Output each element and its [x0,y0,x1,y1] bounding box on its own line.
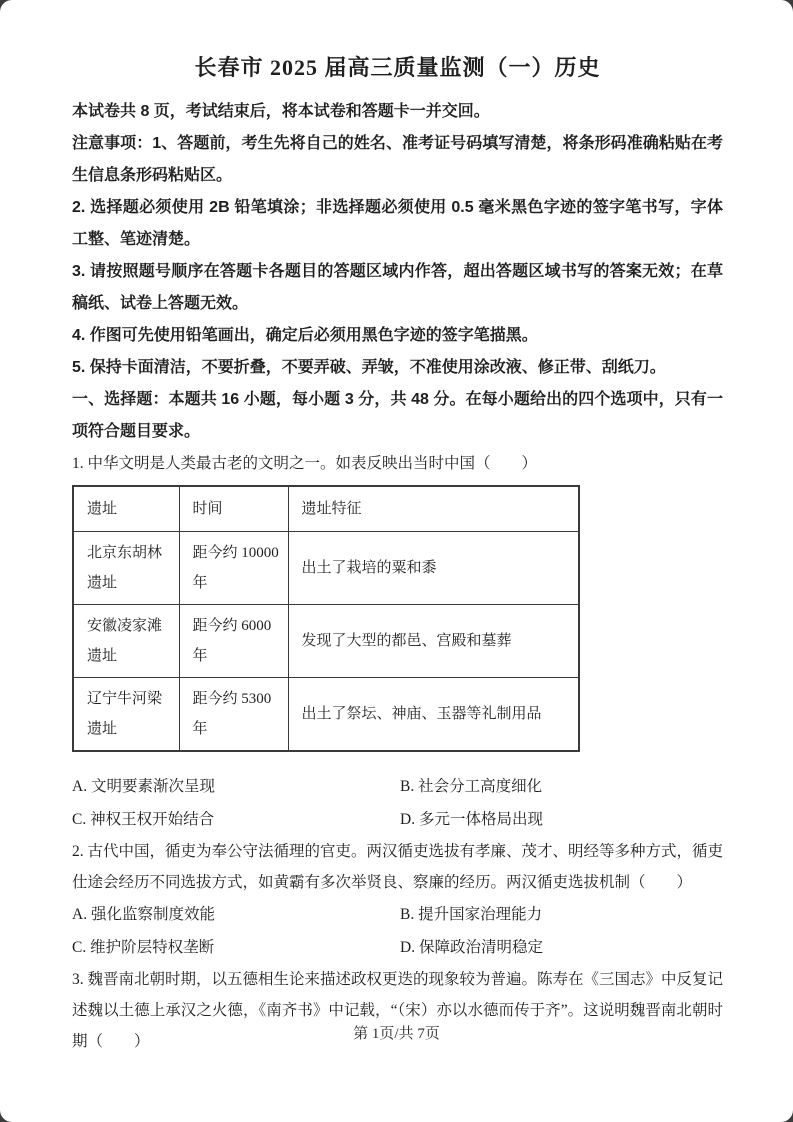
table-row [73,605,579,678]
question-2-option-a: A. 强化监察制度效能 [72,906,215,923]
question-1-option-b: B. 社会分工高度细化 [400,778,543,795]
question-2-option-d: D. 保障政治清明稳定 [400,939,543,956]
table-header-row [73,486,579,532]
relics-table [72,485,580,752]
table-row [73,532,579,605]
table-header-site: 遗址 [73,486,179,532]
question-1-option-c: C. 神权王权开始结合 [72,811,215,828]
question-1-option-a: A. 文明要素渐次呈现 [72,778,215,795]
table-header-time: 时间 [179,486,288,532]
notice-line-1: 本试卷共 8 页，考试结束后，将本试卷和答题卡一并交回。 [72,103,490,120]
notice-line-5: 4. 作图可先使用铅笔画出，确定后必须用黑色字迹的签字笔描黑。 [72,327,538,344]
section-header-multiple-choice: 一、选择题：本题共 16 小题，每小题 3 分，共 48 分。在每小题给出的四个选项中，只有一项符合题目要求。 [72,391,723,440]
table-cell-site: 北京东胡林遗址 [73,532,179,605]
notice-line-2: 注意事项：1、答题前，考生先将自己的姓名、准考证号码填写清楚，将条形码准确粘贴在考生信息条形码粘贴区。 [72,135,723,184]
table-cell-time: 距今约 6000 年 [179,605,288,678]
question-2-option-c: C. 维护阶层特权垄断 [72,939,215,956]
table-cell-feature: 出土了栽培的粟和黍 [288,532,579,605]
table-cell-feature: 出土了祭坛、神庙、玉器等礼制用品 [288,678,579,752]
question-2-option-b: B. 提升国家治理能力 [400,906,543,923]
page-title: 长春市 2025 届高三质量监测（一）历史 [194,55,601,80]
question-1-stem: 1. 中华文明是人类最古老的文明之一。如表反映出当时中国（ ） [72,455,538,472]
table-header-feature: 遗址特征 [288,486,579,532]
table-cell-site: 安徽凌家滩遗址 [73,605,179,678]
question-1-option-d: D. 多元一体格局出现 [400,811,543,828]
table-cell-site: 辽宁牛河梁遗址 [73,678,179,752]
notice-line-3: 2. 选择题必须使用 2B 铅笔填涂；非选择题必须使用 0.5 毫米黑色字迹的签字笔书写，字体工整、笔迹清楚。 [72,199,723,248]
question-2-options [72,898,723,964]
question-1-options [72,770,723,836]
question-2-stem: 2. 古代中国，循吏为奉公守法循理的官吏。两汉循吏选拔有孝廉、茂才、明经等多种方式，循吏仕途会经历不同选拔方式，如黄霸有多次举贤良、察廉的经历。两汉循吏选拔机制（ ） [72,843,724,891]
table-cell-feature: 发现了大型的都邑、宫殿和墓葬 [288,605,579,678]
notice-line-4: 3. 请按照题号顺序在答题卡各题目的答题区域内作答，超出答题区域书写的答案无效；在草稿纸、试卷上答题无效。 [72,263,723,312]
table-row [73,678,579,752]
notice-line-6: 5. 保持卡面清洁，不要折叠，不要弄破、弄皱，不准使用涂改液、修正带、刮纸刀。 [72,359,666,376]
table-cell-time: 距今约 10000 年 [179,532,288,605]
question-3-stem: 3. 魏晋南北朝时期，以五德相生论来描述政权更迭的现象较为普遍。陈寿在《三国志》中反复记述魏以土德上承汉之火德，《南齐书》中记载，“（宋）亦以水德而传于齐”。这说明魏晋南北朝时期（ ） [72,971,724,1050]
table-cell-time: 距今约 5300 年 [179,678,288,752]
page-number: 第 1页/共 7页 [353,1026,440,1042]
